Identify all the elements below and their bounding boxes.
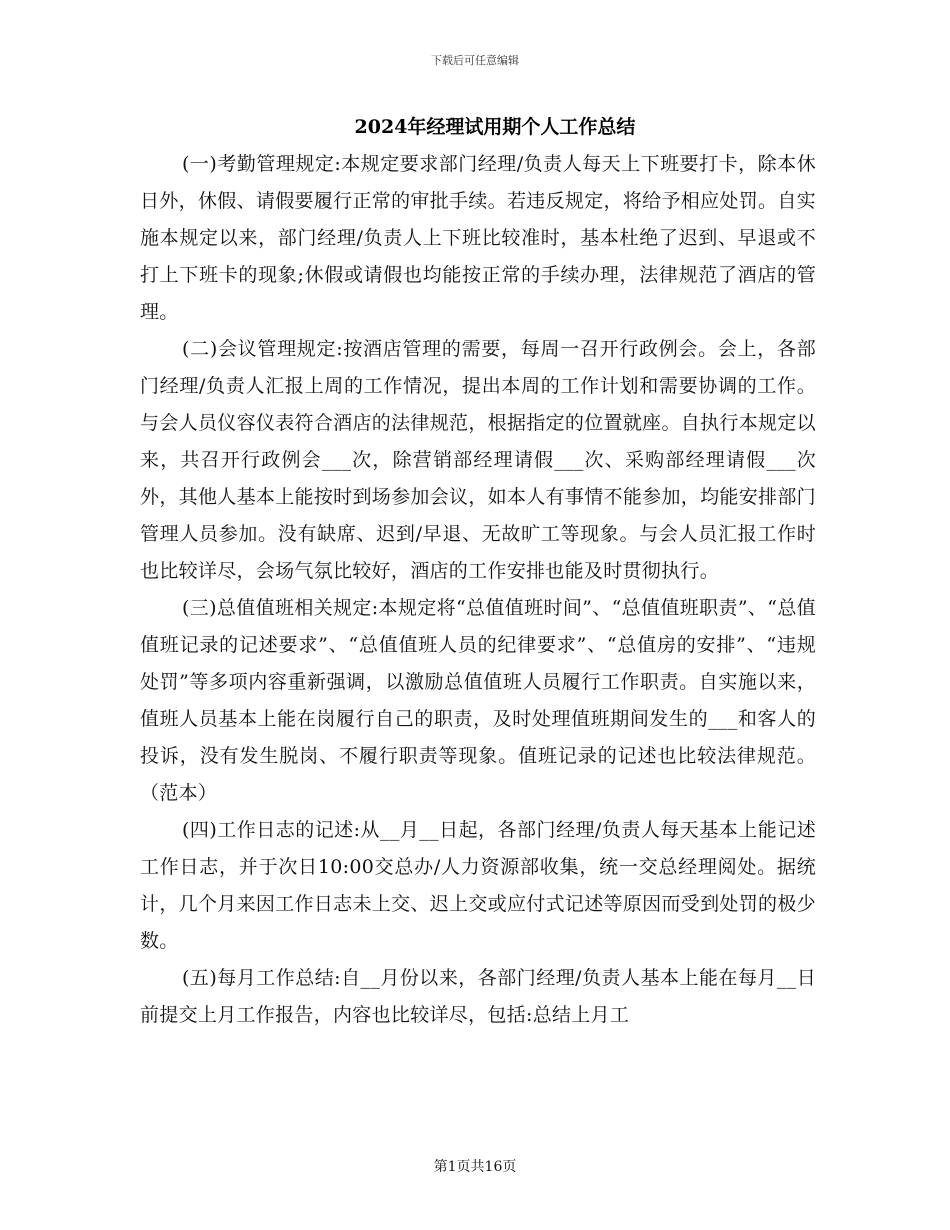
paragraph-meetings: (二)会议管理规定:按酒店管理的需要，每周一召开行政例会。会上，各部门经理/负责人汇报上周的工作情况，提出本周的工作计划和需要协调的工作。与会人员仪容仪表符合酒店的法律规范，根据指定的位置就座。自执行本规定以来，共召开行政例会___次，除营销部经理请假___次、采购部经理请假___次外，其他人基本上能按时到场参加会议，如本人有事情不能参加，均能安排部门管理人员参加。没有缺席、迟到/早退、无故旷工等现象。与会人员汇报工作时也比较详尽，会场气氛比较好，酒店的工作安排也能及时贯彻执行。 xyxy=(140,338,816,582)
document-body xyxy=(140,146,816,1034)
page-number: 第1页共16页 xyxy=(433,1159,517,1175)
paragraph-attendance: (一)考勤管理规定:本规定要求部门经理/负责人每天上下班要打卡，除本休日外，休假、请假要履行正常的审批手续。若违反规定，将给予相应处罚。自实施本规定以来，部门经理/负责人上下班比较准时，基本杜绝了迟到、早退或不打上下班卡的现象;休假或请假也均能按正常的手续办理，法律规范了酒店的管理。 xyxy=(140,153,816,323)
paragraph-work-log: (四)工作日志的记述:从__月__日起，各部门经理/负责人每天基本上能记述工作日志，并于次日10:00交总办/人力资源部收集，统一交总经理阅处。据统计，几个月来因工作日志未上交、迟上交或应付式记述等原因而受到处罚的极少数。 xyxy=(140,819,816,952)
page-header-note: 下载后可任意编辑 xyxy=(431,54,519,67)
document-title: 2024年经理试用期个人工作总结 xyxy=(354,116,636,138)
paragraph-duty-shift: (三)总值值班相关规定:本规定将“总值值班时间”、“总值值班职责”、“总值值班记录的记述要求”、“总值值班人员的纪律要求”、“总值房的安排”、“违规处罚”等多项内容重新强调，以激励总值值班人员履行工作职责。自实施以来，值班人员基本上能在岗履行自己的职责，及时处理值班期间发生的___和客人的投诉，没有发生脱岗、不履行职责等现象。值班记录的记述也比较法律规范。（范本） xyxy=(140,597,816,804)
paragraph-monthly-summary: (五)每月工作总结:自__月份以来，各部门经理/负责人基本上能在每月__日前提交上月工作报告，内容也比较详尽，包括:总结上月工 xyxy=(140,967,816,1026)
